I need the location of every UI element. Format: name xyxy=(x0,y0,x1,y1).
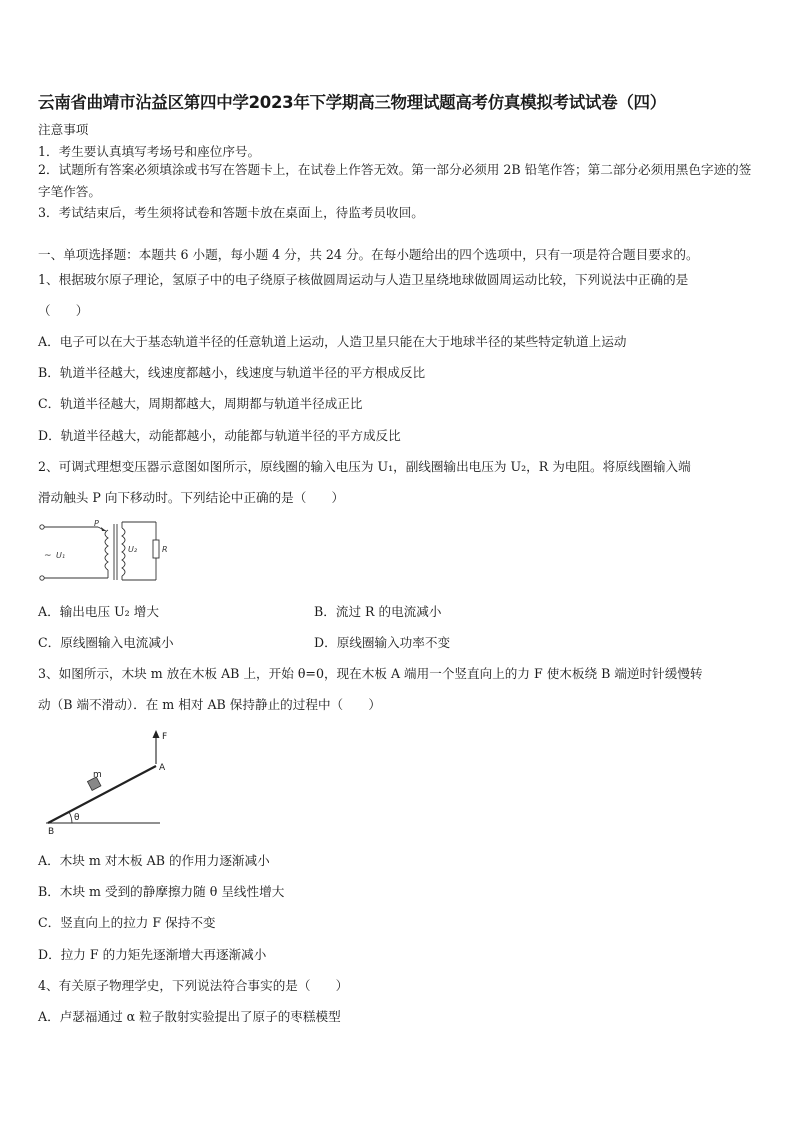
label-u2: U₂ xyxy=(128,545,138,554)
label-p: P xyxy=(94,519,99,528)
q3-option-a: A．木块 m 对木板 AB 的作用力逐渐减小 xyxy=(38,853,270,868)
label-theta: θ xyxy=(74,813,80,823)
q3-stem-line1: 3、如图所示，木块 m 放在木板 AB 上，开始 θ=0，现在木板 A 端用一个竖直向上的力 F 使木板绕 B 端逆时针缓慢转 xyxy=(38,666,703,681)
label-f: F xyxy=(162,732,168,742)
notice-item-2: 2．试题所有答案必须填涂或书写在答题卡上，在试卷上作答无效。第一部分必须用 2B 铅笔作答；第二部分必须用黑色字迹的签字笔作答。 xyxy=(38,162,752,199)
notice-item-1: 1．考生要认真填写考场号和座位序号。 xyxy=(38,144,261,159)
notice-item-3: 3．考试结束后，考生须将试卷和答题卡放在桌面上，待监考员收回。 xyxy=(38,205,424,220)
label-b: B xyxy=(48,827,55,837)
q4-stem: 4、有关原子物理学史，下列说法符合事实的是（ ） xyxy=(38,978,349,993)
label-a: A xyxy=(159,763,166,773)
q1-option-a: A．电子可以在大于基态轨道半径的任意轨道上运动，人造卫星只能在大于地球半径的某些特定轨道上运动 xyxy=(38,334,627,349)
q2-option-a: A．输出电压 U₂ 增大 xyxy=(38,604,159,619)
q1-option-b: B．轨道半径越大，线速度都越小，线速度与轨道半径的平方根成反比 xyxy=(38,365,426,380)
transformer-diagram xyxy=(36,518,176,584)
q2-stem-line1: 2、可调式理想变压器示意图如图所示，原线圈的输入电压为 U₁，副线圈输出电压为 U₂，R 为电阻。将原线圈输入端 xyxy=(38,459,691,474)
label-tilde: ~ xyxy=(44,551,52,561)
q2-option-d: D．原线圈输入功率不变 xyxy=(314,635,451,650)
notice-heading: 注意事项 xyxy=(38,122,89,137)
section-heading: 一、单项选择题：本题共 6 小题，每小题 4 分，共 24 分。在每小题给出的四个选项中，只有一项是符合题目要求的。 xyxy=(38,247,699,262)
q1-option-c: C．轨道半径越大，周期都越大，周期都与轨道半径成正比 xyxy=(38,396,363,411)
q1-stem-line1: 1、根据玻尔原子理论，氢原子中的电子绕原子核做圆周运动与人造卫星绕地球做圆周运动比较，下列说法中正确的是 xyxy=(38,272,689,287)
q3-stem-line2: 动（B 端不滑动）．在 m 相对 AB 保持静止的过程中（ ） xyxy=(38,697,381,712)
label-u1: U₁ xyxy=(56,551,66,560)
incline-board-diagram xyxy=(36,726,166,838)
label-r: R xyxy=(162,545,168,554)
q1-stem-line2: （ ） xyxy=(38,303,89,318)
q2-stem-line2: 滑动触头 P 向下移动时。下列结论中正确的是（ ） xyxy=(38,490,345,505)
page-title: 云南省曲靖市沾益区第四中学2023年下学期高三物理试题高考仿真模拟考试试卷（四） xyxy=(38,93,666,112)
label-m: m xyxy=(93,770,102,780)
q3-option-b: B．木块 m 受到的静摩擦力随 θ 呈线性增大 xyxy=(38,884,285,899)
q3-option-d: D．拉力 F 的力矩先逐渐增大再逐渐减小 xyxy=(38,947,267,962)
q4-option-a: A．卢瑟福通过 α 粒子散射实验提出了原子的枣糕模型 xyxy=(38,1009,341,1024)
q2-option-c: C．原线圈输入电流减小 xyxy=(38,635,174,650)
q1-option-d: D．轨道半径越大，动能都越小，动能都与轨道半径的平方成反比 xyxy=(38,428,401,443)
q3-option-c: C．竖直向上的拉力 F 保持不变 xyxy=(38,915,216,930)
q2-option-b: B．流过 R 的电流减小 xyxy=(314,604,442,619)
